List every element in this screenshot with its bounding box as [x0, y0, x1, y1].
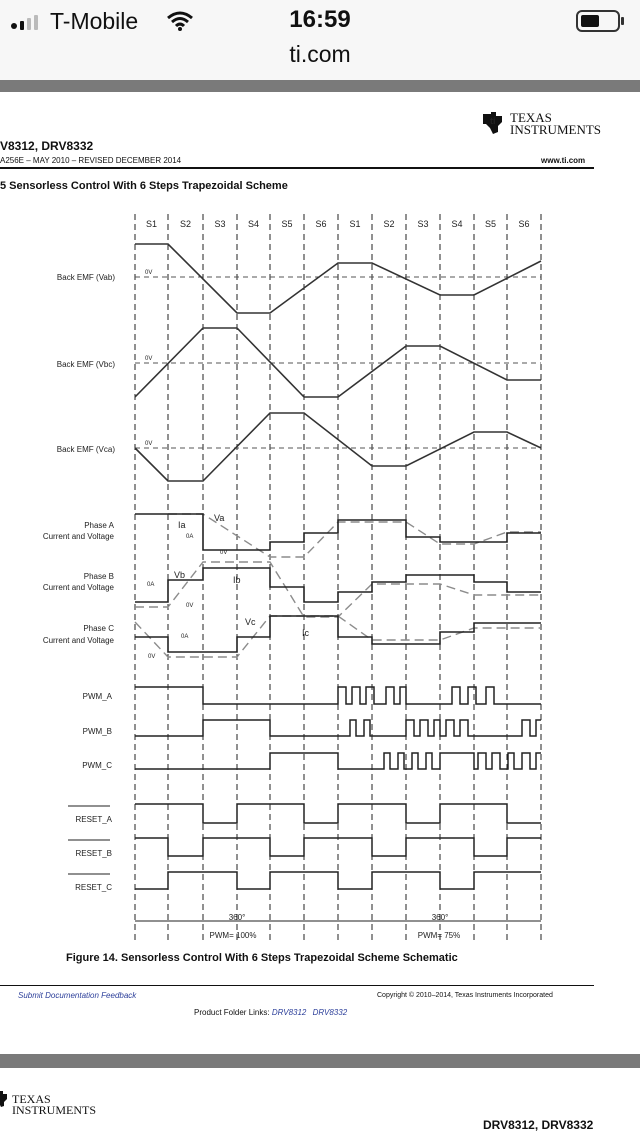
next-brand-line2: INSTRUMENTS	[12, 1103, 97, 1117]
step-label: S2	[383, 219, 395, 229]
header-doc-revision: A256E – MAY 2010 – REVISED DECEMBER 2014	[0, 156, 182, 165]
reset-a-signal	[135, 804, 541, 823]
battery-icon	[576, 10, 620, 32]
annot-va: Va	[214, 513, 225, 523]
clock: 16:59	[289, 6, 351, 33]
label-bemf-vab: Back EMF (Vab)	[56, 273, 115, 282]
annot-360-right: 360°	[431, 913, 449, 922]
annot-0v-phase-b: 0V	[186, 603, 194, 609]
footer-rule	[0, 985, 594, 986]
label-reset-b: RESET_B	[75, 849, 112, 858]
product-link-drv8332[interactable]: DRV8332	[312, 1008, 348, 1017]
annot-ib: Ib	[233, 575, 241, 585]
annot-0v-vab: 0V	[145, 270, 153, 276]
annot-0a-phase-b: 0A	[147, 582, 155, 588]
step-label: S1	[145, 219, 158, 229]
carrier-name: T-Mobile	[50, 8, 139, 34]
annot-0v-vbc: 0V	[145, 356, 153, 362]
label-phase-a-line2: Current and Voltage	[42, 532, 114, 541]
step-divider-lines	[135, 214, 541, 944]
status-bar	[0, 0, 640, 40]
step-label: S2	[179, 219, 192, 229]
label-reset-c: RESET_C	[75, 883, 112, 892]
label-pwm-b: PWM_B	[82, 727, 112, 736]
label-pwm-c: PWM_C	[82, 761, 112, 770]
step-label: S5	[484, 219, 497, 229]
page-separator-top	[0, 80, 640, 92]
next-page-brand	[12, 1094, 96, 1116]
annot-0v-phase-a: 0V	[220, 550, 228, 556]
submit-feedback-link[interactable]: Submit Documentation Feedback	[18, 991, 137, 1000]
product-link-drv8312[interactable]: DRV8312	[271, 1008, 307, 1017]
step-label: S6	[518, 219, 530, 229]
ti-brand-line1: TEXAS	[510, 110, 552, 125]
next-page-preview	[0, 1068, 640, 1136]
header-parts: V8312, DRV8332	[0, 139, 94, 153]
annot-ic: Ic	[302, 628, 310, 638]
annot-0v-phase-c: 0V	[148, 654, 156, 660]
label-reset-a: RESET_A	[75, 815, 112, 824]
label-bemf-vbc: Back EMF (Vbc)	[56, 360, 115, 369]
product-folder-links	[194, 1008, 347, 1017]
annot-vb: Vb	[174, 570, 186, 580]
reset-c-signal	[135, 872, 541, 889]
ti-brand-line2: INSTRUMENTS	[510, 122, 602, 137]
address-bar[interactable]	[0, 40, 640, 80]
label-phase-b-line1: Phase B	[83, 572, 114, 581]
label-phase-a-line1: Phase A	[84, 521, 114, 530]
label-phase-c-line2: Current and Voltage	[42, 636, 114, 645]
step-label: S4	[451, 219, 463, 229]
url-text[interactable]: ti.com	[289, 41, 351, 67]
pwm-c-signal	[135, 753, 541, 769]
step-label: S6	[315, 219, 327, 229]
annot-0v-vca: 0V	[145, 441, 153, 447]
step-label: S5	[281, 219, 293, 229]
document-page	[0, 92, 640, 1052]
label-bemf-vca: Back EMF (Vca)	[56, 445, 115, 454]
annot-vc: Vc	[245, 617, 256, 627]
page-separator-bottom	[0, 1054, 640, 1068]
annot-ia: Ia	[178, 520, 186, 530]
step-label: S3	[417, 219, 429, 229]
zero-reference-lines	[135, 277, 541, 448]
timing-diagram	[0, 92, 640, 1052]
figure-caption: Figure 14. Sensorless Control With 6 Steps Trapezoidal Scheme Schematic	[66, 952, 458, 964]
annot-pwm-left: PWM= 100%	[209, 931, 257, 940]
product-folder-label: Product Folder Links:	[194, 1008, 270, 1017]
annot-0a-phase-a: 0A	[186, 534, 194, 540]
step-label: S1	[349, 219, 361, 229]
annot-360-left: 360°	[228, 913, 246, 922]
next-page-parts: DRV8312, DRV8332	[483, 1118, 594, 1132]
label-phase-c-line1: Phase C	[83, 624, 114, 633]
step-label: S4	[247, 219, 260, 229]
label-phase-b-line2: Current and Voltage	[42, 583, 114, 592]
ti-logo-small-icon	[0, 1090, 8, 1108]
battery-nub	[621, 17, 624, 25]
copyright: Copyright © 2010–2014, Texas Instruments Incorporated	[377, 992, 553, 999]
next-brand-line1: TEXAS	[12, 1092, 51, 1106]
label-pwm-a: PWM_A	[82, 692, 112, 701]
annot-pwm-right: PWM= 75%	[417, 931, 461, 940]
header-site: www.ti.com	[541, 156, 586, 165]
step-label: S3	[214, 219, 226, 229]
pwm-a-signal	[135, 687, 541, 704]
section-title: 5 Sensorless Control With 6 Steps Trapezoidal Scheme	[0, 180, 288, 192]
annot-0a-phase-c: 0A	[181, 634, 189, 640]
svg-text:ti: ti	[490, 116, 496, 126]
